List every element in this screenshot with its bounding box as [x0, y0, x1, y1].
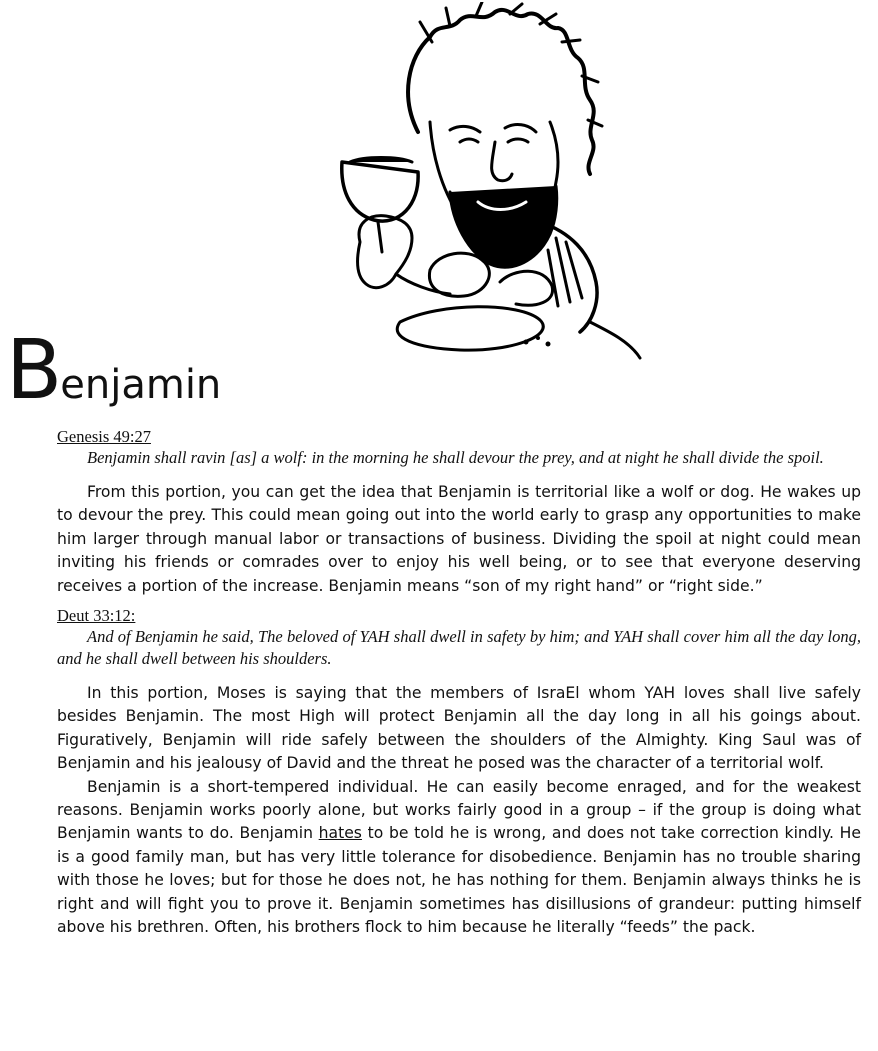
goblet — [342, 162, 418, 221]
commentary-paragraph: From this portion, you can get the idea that Benjamin is territorial like a wolf or dog. He wakes up to devour the prey. This could mean going out into the world early to grasp any opportunities to make him larger through manual labor or transactions of business. Dividing the spoil at night could mean inviting his friends or comrades over to enjoy his well being, or to see that everyone deserving receives a portion of the increase. Benjamin means “son of my right hand” or “right side.” — [57, 483, 861, 595]
scripture-reference: Genesis 49:27 — [57, 427, 151, 446]
scripture-verse: And of Benjamin he said, The beloved of YAH shall dwell in safety by him; and YAH shall cover him all the day long, and he shall dwell between his shoulders. — [57, 627, 861, 669]
title-rest: enjamin — [60, 362, 222, 408]
emphasized-word: hates — [318, 824, 362, 843]
page-title — [6, 323, 222, 418]
food — [429, 253, 489, 296]
benjamin-illustration — [300, 2, 660, 362]
scripture-reference: Deut 33:12: — [57, 606, 136, 626]
paragraph-text: Benjamin is a short-tempered individual. He can easily become enraged, and for the weakest reasons. Benjamin works poorly alone, but works fairly good in a group – if the group is doing what Benjamin wants to do. Benjamin — [57, 777, 861, 843]
hair — [408, 10, 594, 174]
plate — [397, 307, 543, 350]
paragraph-text: to be told he is wrong, and does not take correction kindly. He is a good family man, but has very little tolerance for disobedience. Benjamin has no trouble sharing with those he loves; but for those he does not, he has nothing for them. Benjamin always thinks he is right and will fight you to prove it. Benjamin sometimes has disillusions of grandeur: putting himself above his brethren. Often, his brothers flock to him because he literally “feeds” the pack. — [57, 824, 861, 937]
scripture-verse: Benjamin shall ravin [as] a wolf: in the morning he shall devour the prey, and at night he shall divide the spoil. — [87, 448, 824, 467]
hand — [358, 216, 412, 288]
title-initial: B — [6, 323, 63, 418]
commentary-paragraph: In this portion, Moses is saying that the members of IsraEl whom YAH loves shall live safely besides Benjamin. The most High will protect Benjamin all the day long in all his goings about. Figuratively, Benjamin will ride safely between the shoulders of the Almighty. King Saul was of Benjamin and his jealousy of David and the threat he posed was the character of a territorial wolf. — [57, 684, 861, 773]
commentary-paragraph — [57, 776, 861, 940]
beard — [450, 186, 557, 267]
article-body — [57, 427, 861, 940]
